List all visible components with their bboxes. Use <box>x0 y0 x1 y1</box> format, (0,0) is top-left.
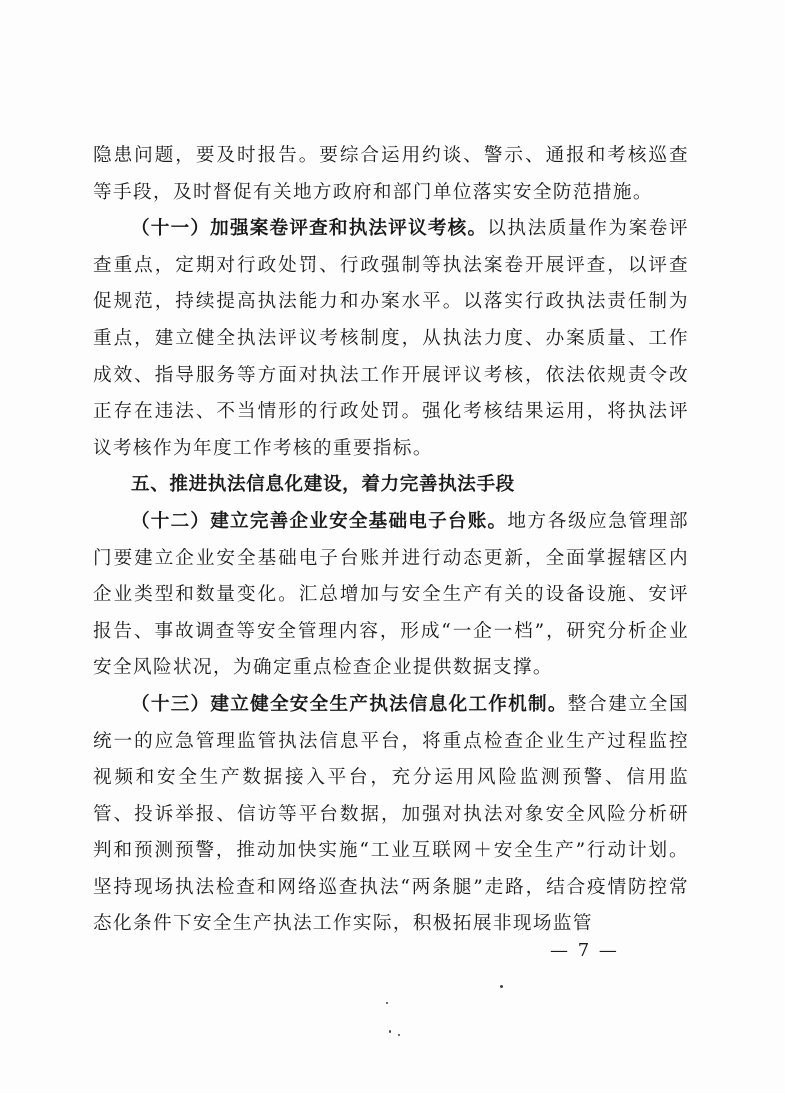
scan-speck <box>386 1002 388 1004</box>
document-body <box>93 138 689 943</box>
paragraph-lead: （十三）建立健全安全生产执法信息化工作机制。 <box>131 693 568 715</box>
paragraph-text: 地方各级应急管理部门要建立企业安全基础电子台账并进行动态更新，全面掌握辖区内企业类型和数量变化。汇总增加与安全生产有关的设备设施、安评报告、事故调查等安全管理内容，形成“一企一档”，研究分析企业安全风险状况，为确定重点检查企业提供数据支撑。 <box>93 510 689 679</box>
paragraph-continued <box>93 138 689 211</box>
paragraph-item-12 <box>93 504 689 687</box>
scan-speck <box>500 985 503 988</box>
page-number: — 7 — <box>550 940 619 961</box>
section-heading: 五、推进执法信息化建设，着力完善执法手段 <box>131 474 515 496</box>
paragraph-text: 整合建立全国统一的应急管理监管执法信息平台，将重点检查企业生产过程监控视频和安全生产数据接入平台，充分运用风险监测预警、信用监管、投诉举报、信访等平台数据，加强对执法对象安全风险分析研判和预测预警，推动加快实施“工业互联网＋安全生产”行动计划。坚持现场执法检查和网络巡查执法“两条腿”走路，结合疫情防控常态化条件下安全生产执法工作实际，积极拓展非现场监管 <box>93 693 689 935</box>
scan-speck <box>389 1030 391 1033</box>
paragraph-item-13 <box>93 687 689 943</box>
paragraph-item-11 <box>93 211 689 467</box>
paragraph-lead: （十二）建立完善企业安全基础电子台账。 <box>131 510 508 532</box>
paragraph-text: 隐患问题，要及时报告。要综合运用约谈、警示、通报和考核巡查等手段，及时督促有关地方政府和部门单位落实安全防范措施。 <box>93 145 689 203</box>
scan-speck <box>398 1034 400 1036</box>
paragraph-lead: （十一）加强案卷评查和执法评议考核。 <box>131 218 488 240</box>
paragraph-text: 以执法质量作为案卷评查重点，定期对行政处罚、行政强制等执法案卷开展评查，以评查促规范，持续提高执法能力和办案水平。以落实行政执法责任制为重点，建立健全执法评议考核制度，从执法力度、办案质量、工作成效、指导服务等方面对执法工作开展评议考核，依法依规责令改正存在违法、不当情形的行政处罚。强化考核结果运用，将执法评议考核作为年度工作考核的重要指标。 <box>93 218 689 459</box>
